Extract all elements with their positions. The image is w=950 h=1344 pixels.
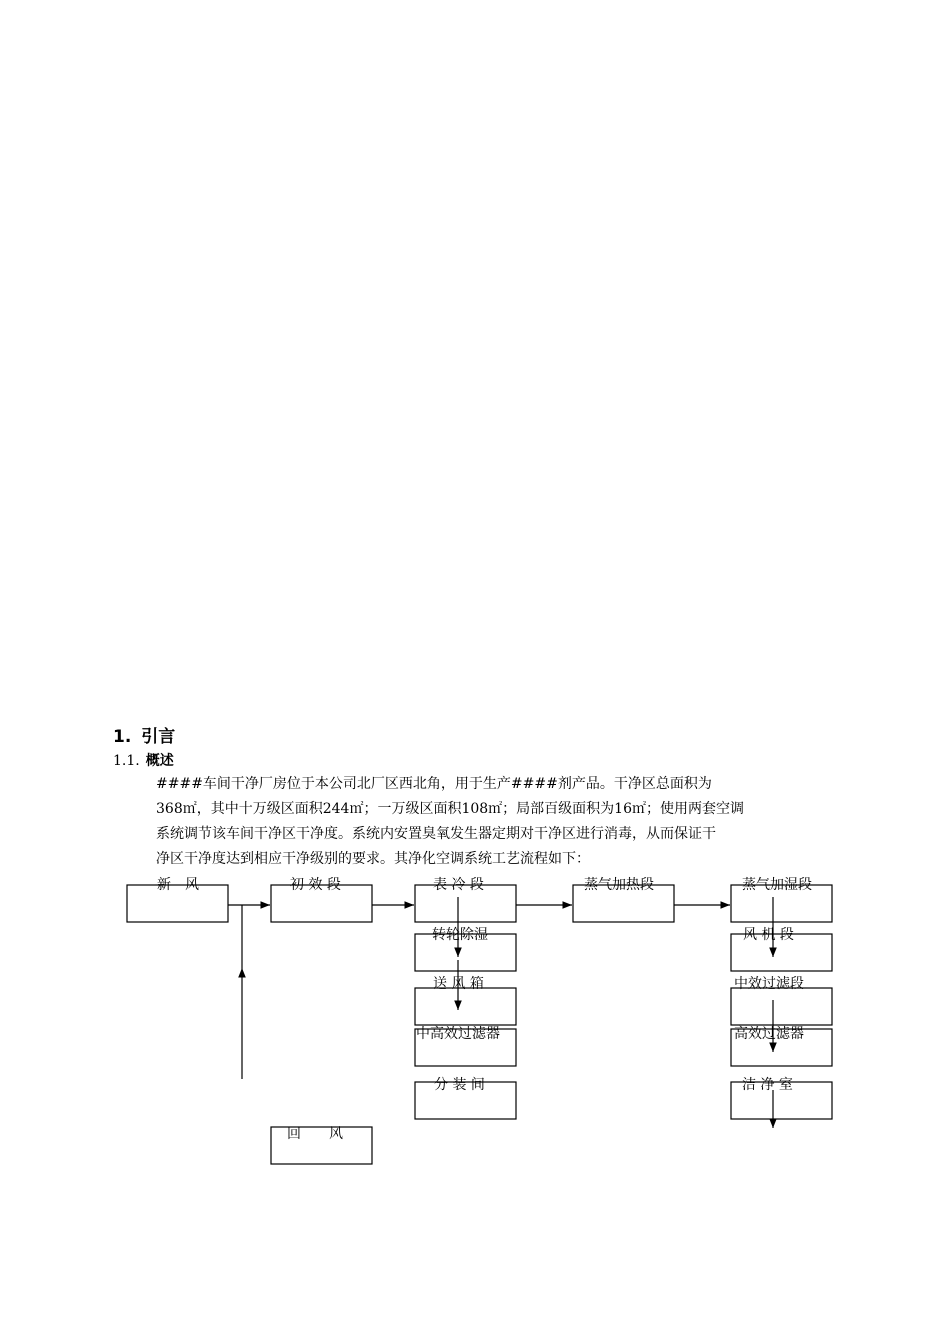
label-return-air: 回 风 xyxy=(287,1126,343,1142)
label-clean-room: 洁 净 室 xyxy=(742,1077,793,1093)
paragraph-line: 系统调节该车间干净区干净度。系统内安置臭氧发生器定期对干净区进行消毒，从而保证干 xyxy=(156,826,716,842)
section-title: 引言 xyxy=(141,727,176,747)
label-fresh-air: 新 风 xyxy=(157,877,199,893)
section-number: 1. xyxy=(113,727,132,747)
subsection-title: 概述 xyxy=(145,753,174,769)
label-surface-cooling: 表 冷 段 xyxy=(433,877,484,893)
label-steam-heating: 蒸气加热段 xyxy=(584,877,654,893)
paragraph-line: 净区干净度达到相应干净级别的要求。其净化空调系统工艺流程如下： xyxy=(156,851,590,867)
label-high-filter: 高效过滤器 xyxy=(734,1026,804,1042)
label-rotor-dehumid: 转轮除湿 xyxy=(432,927,488,943)
label-supply-box: 送 风 箱 xyxy=(433,976,484,992)
label-mid-high-filter: 中高效过滤器 xyxy=(416,1026,500,1042)
label-primary: 初 效 段 xyxy=(290,877,341,893)
paragraph-line: ####车间干净厂房位于本公司北厂区西北角，用于生产####剂产品。干净区总面积为 xyxy=(156,776,712,792)
label-steam-humid: 蒸气加湿段 xyxy=(742,877,812,893)
supply-box-box xyxy=(415,988,516,1025)
label-mid-filter: 中效过滤段 xyxy=(734,976,804,992)
subsection-number: 1.1. xyxy=(113,753,140,769)
label-packing-room: 分 装 间 xyxy=(434,1077,485,1093)
paragraph-line: 368㎡，其中十万级区面积244㎡；一万级区面积108㎡；局部百级面积为16㎡；使用两套空调 xyxy=(156,801,744,817)
label-fan-section: 风 机 段 xyxy=(743,927,794,943)
mid-filter-box xyxy=(731,988,832,1025)
